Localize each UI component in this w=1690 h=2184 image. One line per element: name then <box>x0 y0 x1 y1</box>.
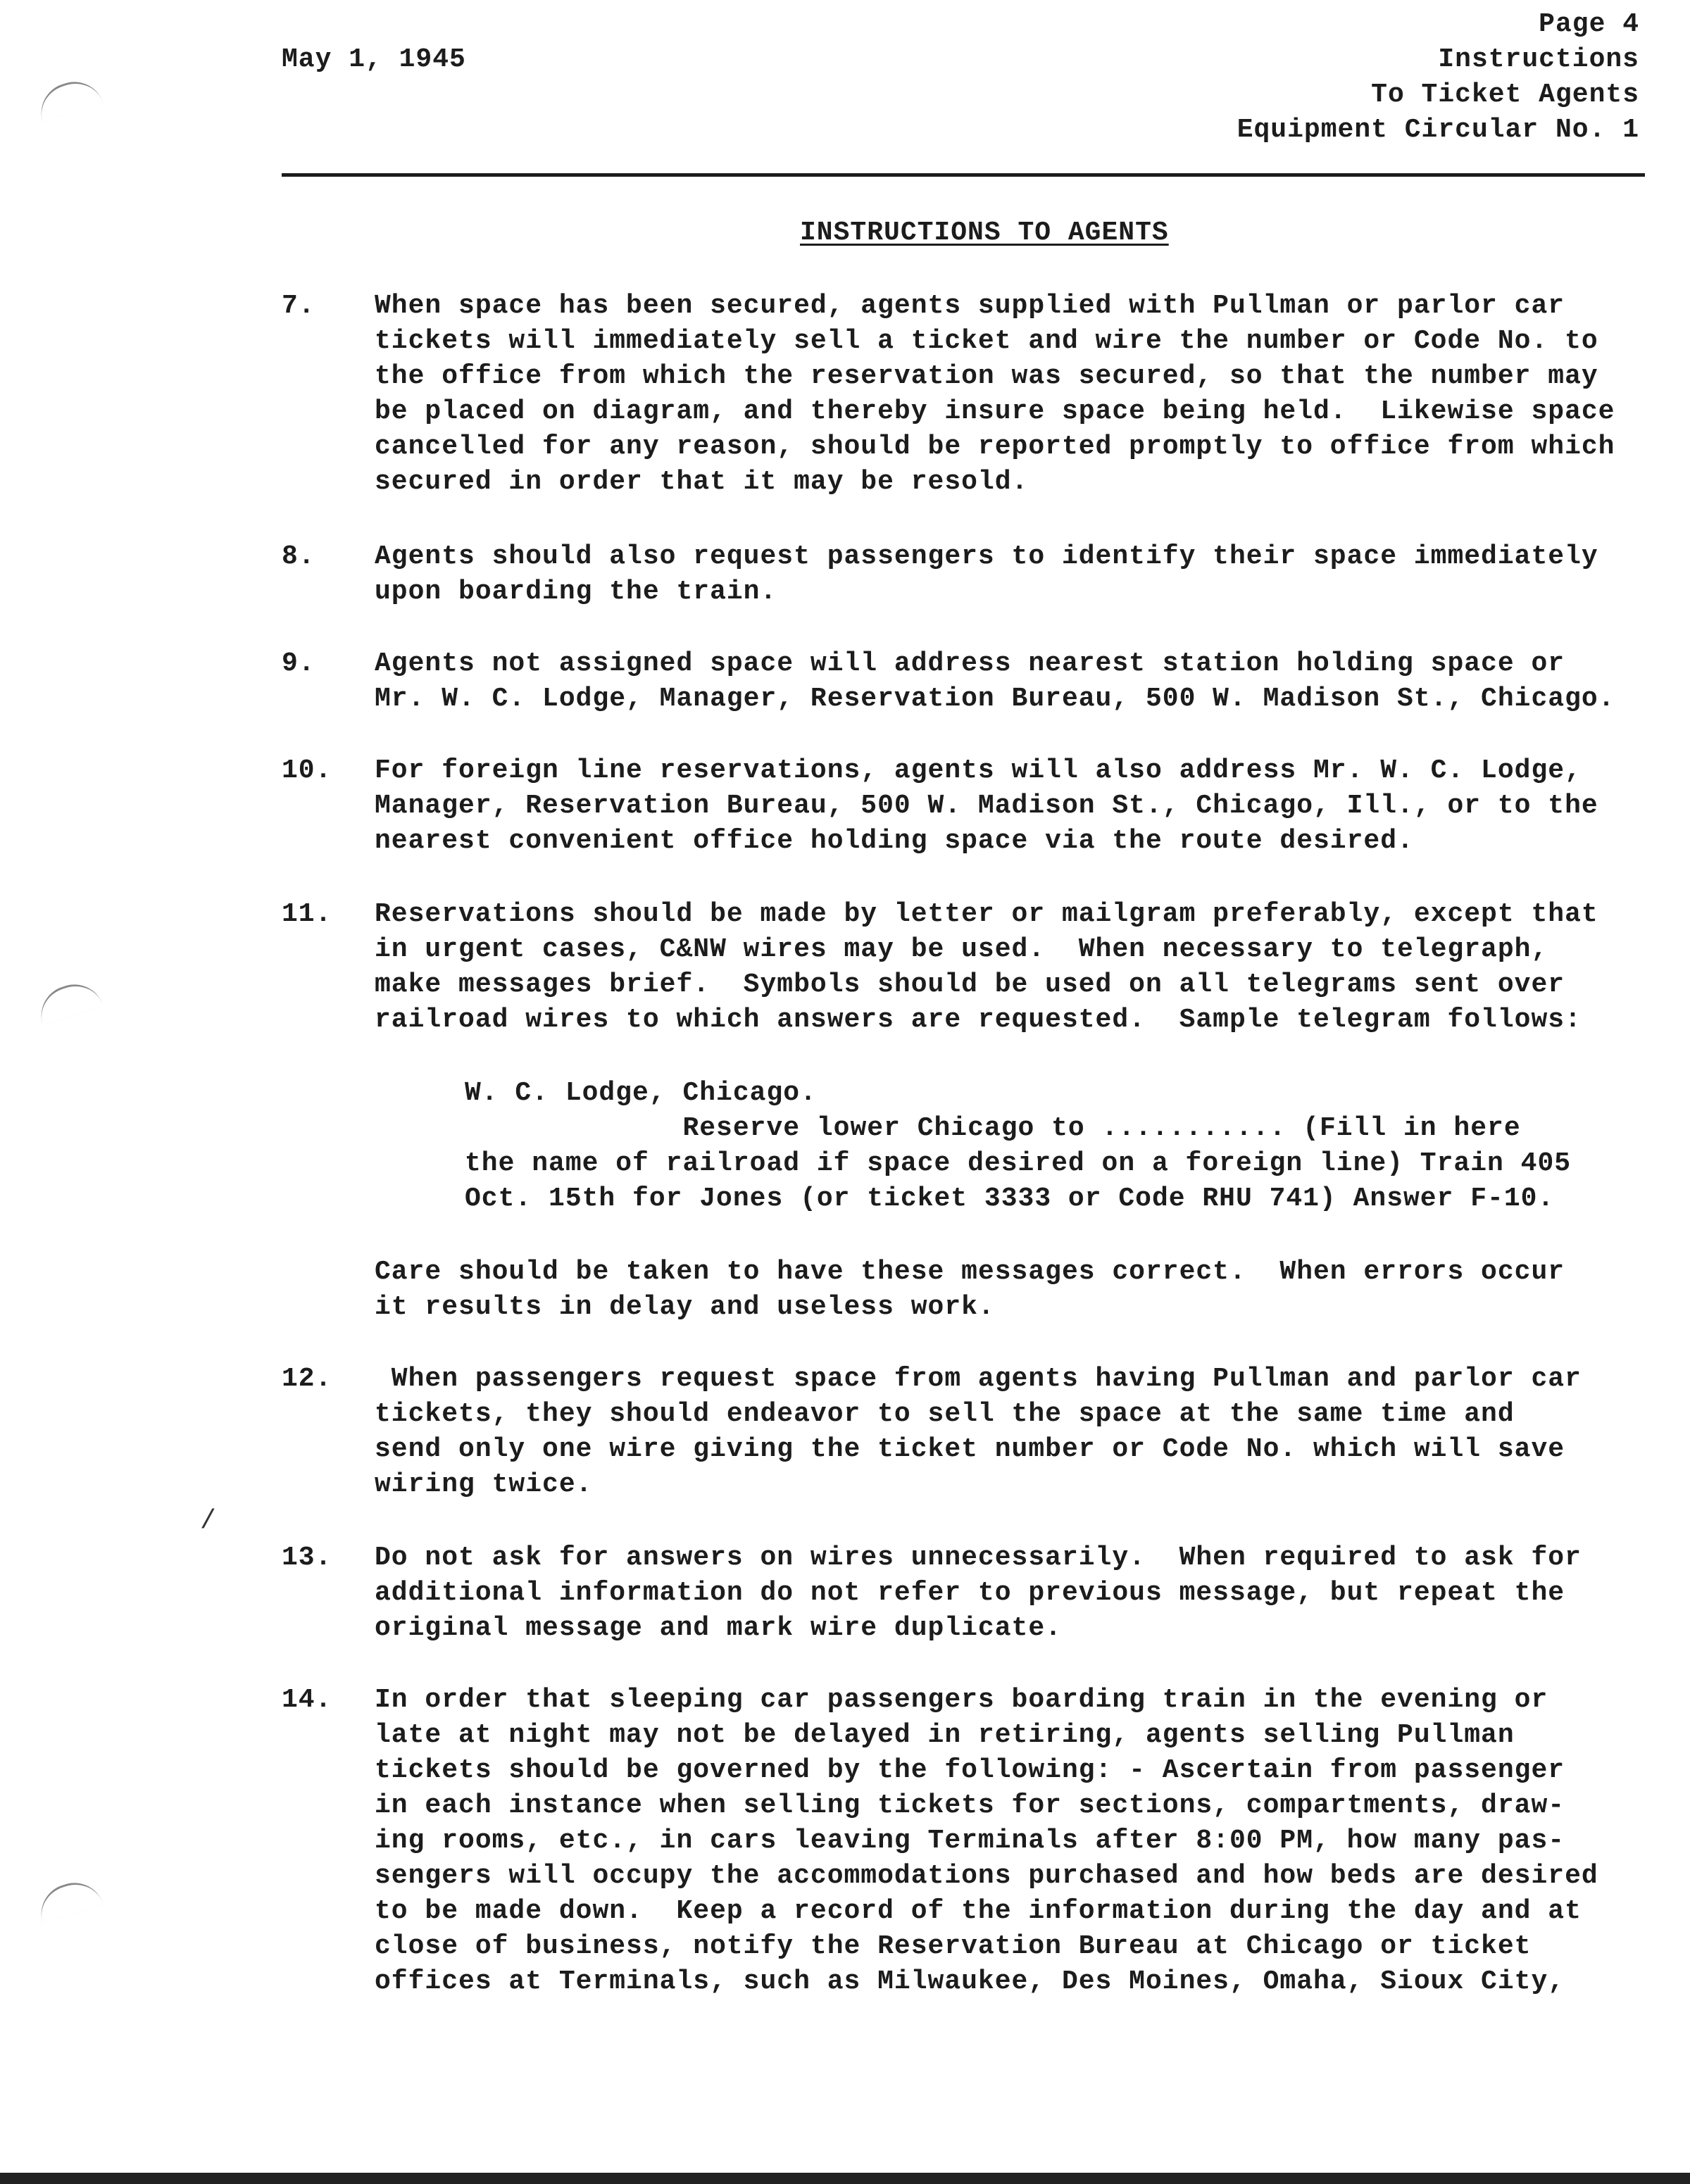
text-line: to be made down. Keep a record of the information during the day and at <box>375 1896 1582 1926</box>
text-line: Do not ask for answers on wires unnecessarily. When required to ask for <box>375 1543 1582 1573</box>
text-line: When space has been secured, agents supplied with Pullman or parlor car <box>375 291 1565 321</box>
item-text <box>375 753 1690 859</box>
margin-mark: / <box>200 1506 216 1536</box>
page-title: INSTRUCTIONS TO AGENTS <box>800 218 1169 248</box>
text-line: the office from which the reservation was secured, so that the number may <box>375 361 1598 391</box>
item-text <box>375 1362 1690 1502</box>
item-text <box>375 1683 1690 2000</box>
text-line: additional information do not refer to previous message, but repeat the <box>375 1578 1565 1608</box>
document-date: May 1, 1945 <box>282 44 466 75</box>
text-line: in each instance when selling tickets for sections, compartments, draw- <box>375 1790 1565 1821</box>
text-line: cancelled for any reason, should be reported promptly to office from which <box>375 432 1615 462</box>
care-note <box>375 1255 1565 1325</box>
punch-hole-mark <box>34 74 104 123</box>
text-line: For foreign line reservations, agents will also address Mr. W. C. Lodge, <box>375 755 1582 786</box>
item-number: 11. <box>282 899 332 929</box>
header-ticket-agents: To Ticket Agents <box>1371 80 1639 110</box>
header-rule <box>282 173 1645 177</box>
text-line: upon boarding the train. <box>375 577 777 607</box>
item-number: 9. <box>282 648 315 679</box>
text-line: railroad wires to which answers are requested. Sample telegram follows: <box>375 1005 1582 1035</box>
text-line: make messages brief. Symbols should be used on all telegrams sent over <box>375 969 1565 1000</box>
text-line: ing rooms, etc., in cars leaving Terminals after 8:00 PM, how many pas- <box>375 1826 1565 1856</box>
text-line: offices at Terminals, such as Milwaukee, Des Moines, Omaha, Sioux City, <box>375 1966 1565 1997</box>
telegram-line: the name of railroad if space desired on a foreign line) Train 405 <box>465 1148 1572 1179</box>
item-number: 7. <box>282 291 315 321</box>
item-number: 12. <box>282 1364 332 1394</box>
text-line: late at night may not be delayed in retiring, agents selling Pullman <box>375 1720 1515 1750</box>
telegram-line: Reserve lower Chicago to ........... (Fill in here <box>465 1113 1521 1143</box>
text-line: Agents should also request passengers to identify their space immediately <box>375 541 1598 572</box>
text-line: secured in order that it may be resold. <box>375 467 1029 497</box>
document-header <box>1237 7 1639 148</box>
item-number: 8. <box>282 541 315 572</box>
text-line: tickets, they should endeavor to sell the space at the same time and <box>375 1399 1515 1429</box>
item-text <box>375 539 1690 610</box>
text-line: Mr. W. C. Lodge, Manager, Reservation Bureau, 500 W. Madison St., Chicago. <box>375 684 1615 714</box>
item-number: 10. <box>282 755 332 786</box>
text-line: Agents not assigned space will address nearest station holding space or <box>375 648 1565 679</box>
text-line: original message and mark wire duplicate. <box>375 1613 1062 1643</box>
text-line: tickets should be governed by the following: - Ascertain from passenger <box>375 1755 1565 1786</box>
text-line: it results in delay and useless work. <box>375 1292 995 1322</box>
text-line: Reservations should be made by letter or mailgram preferably, except that <box>375 899 1598 929</box>
text-line: wiring twice. <box>375 1469 593 1500</box>
text-line: In order that sleeping car passengers boarding train in the evening or <box>375 1685 1548 1715</box>
text-line: close of business, notify the Reservation Bureau at Chicago or ticket <box>375 1931 1532 1962</box>
sample-telegram <box>465 1076 1571 1217</box>
item-number: 14. <box>282 1685 332 1715</box>
header-circular: Equipment Circular No. 1 <box>1237 115 1639 145</box>
text-line: be placed on diagram, and thereby insure space being held. Likewise space <box>375 396 1615 427</box>
text-line: Care should be taken to have these messages correct. When errors occur <box>375 1257 1565 1287</box>
scan-edge <box>0 2173 1690 2184</box>
text-line: When passengers request space from agents having Pullman and parlor car <box>375 1364 1582 1394</box>
item-text <box>375 646 1690 717</box>
text-line: sengers will occupy the accommodations purchased and how beds are desired <box>375 1861 1598 1891</box>
item-text <box>375 897 1690 1038</box>
item-text <box>375 1540 1690 1646</box>
item-text <box>375 289 1690 500</box>
text-line: tickets will immediately sell a ticket and wire the number or Code No. to <box>375 326 1598 356</box>
text-line: send only one wire giving the ticket number or Code No. which will save <box>375 1434 1565 1464</box>
telegram-line: W. C. Lodge, Chicago. <box>465 1078 817 1108</box>
page-number: Page 4 <box>1539 9 1639 39</box>
header-instructions: Instructions <box>1438 44 1639 75</box>
telegram-line: Oct. 15th for Jones (or ticket 3333 or Code RHU 741) Answer F-10. <box>465 1184 1555 1214</box>
punch-hole-mark <box>34 1875 104 1923</box>
punch-hole-mark <box>34 977 104 1025</box>
text-line: in urgent cases, C&NW wires may be used. When necessary to telegraph, <box>375 934 1548 965</box>
item-number: 13. <box>282 1543 332 1573</box>
text-line: nearest convenient office holding space via the route desired. <box>375 826 1414 856</box>
text-line: Manager, Reservation Bureau, 500 W. Madison St., Chicago, Ill., or to the <box>375 791 1598 821</box>
